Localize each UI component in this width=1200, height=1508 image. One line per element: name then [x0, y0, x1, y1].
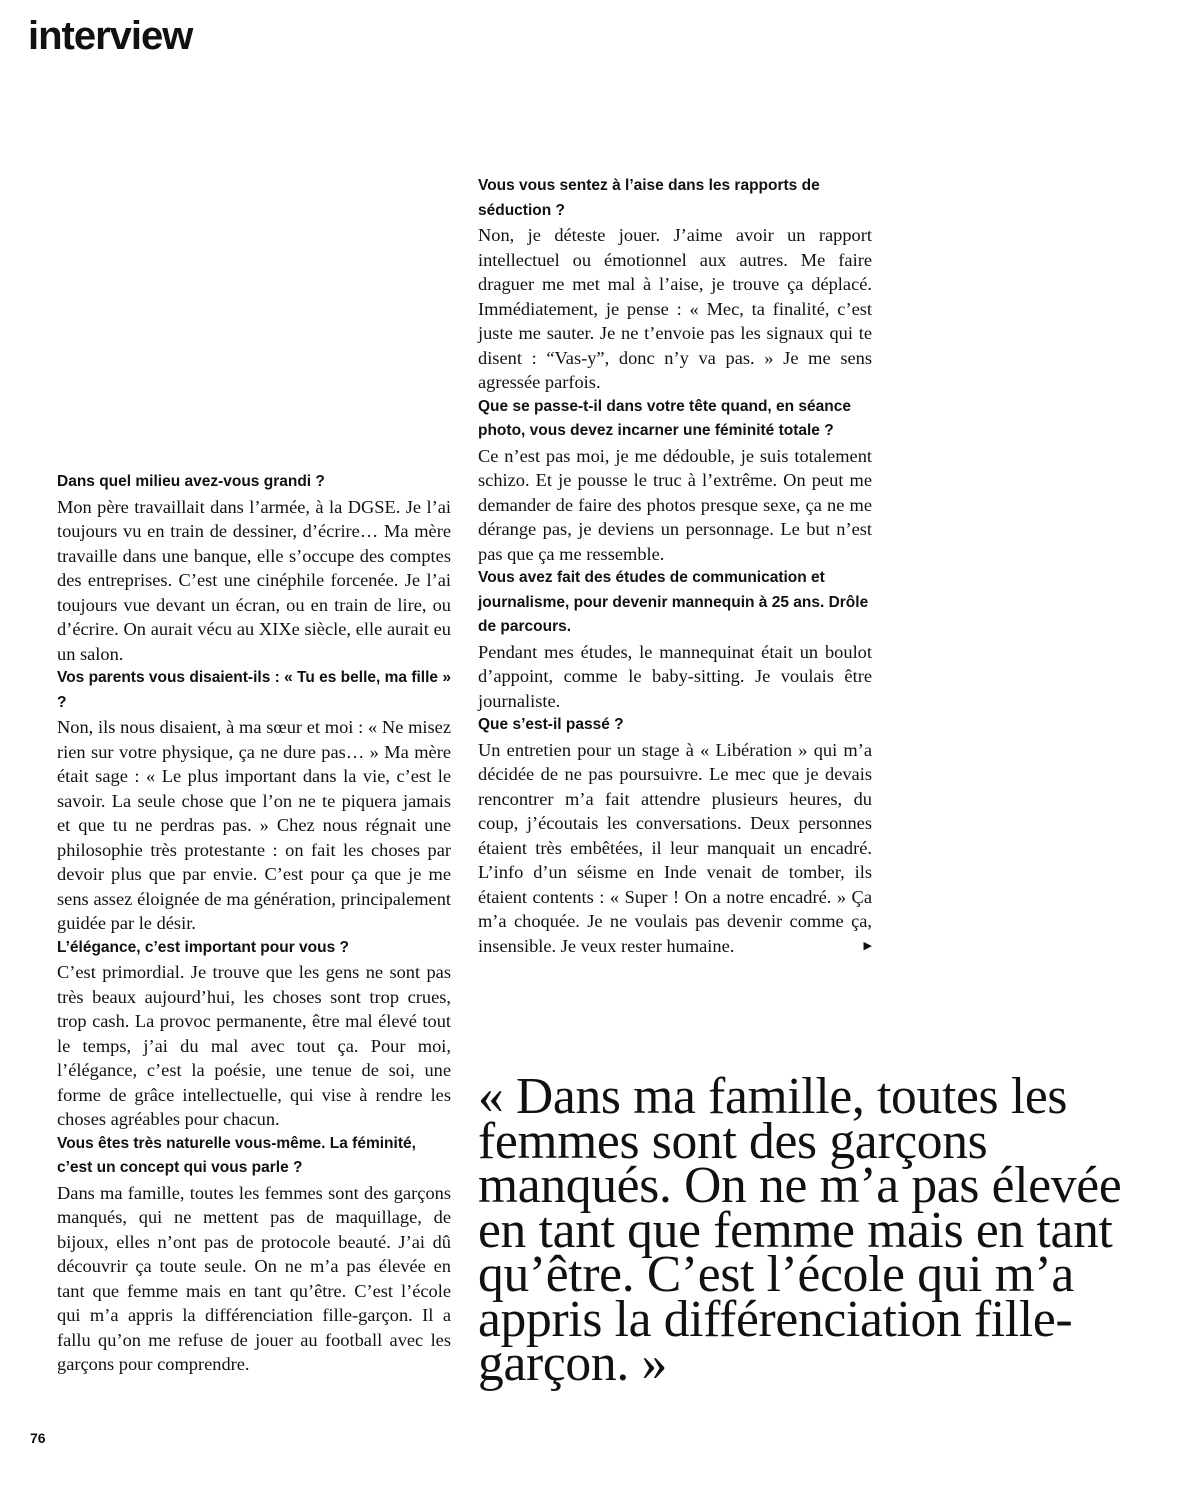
answer-4: Dans ma famille, toutes les femmes sont des garçons manqués, qui ne mettent pas de maquillage, de bijoux, elles n’ont pas de protocole beauté. J’ai dû découvrir ça toute seule. On ne m’a pas élevée en tant que femme mais en tant qu’être. C’est l’école qui m’a appris la différenciation fille-garçon. Il a fallu qu’on me refuse de jouer au football avec les garçons pour comprendre.	[57, 1182, 451, 1374]
answer-7: Pendant mes études, le mannequinat était un boulot d’appoint, comme le baby-sitting. Je voulais être journaliste.	[478, 641, 872, 711]
answer-8-text: Un entretien pour un stage à « Libération » qui m’a décidée de ne pas poursuivre. Le mec que je devais rencontrer m’a fait attendre plusieurs heures, du coup, j’écoutais les conversations. Deux personnes étaient très embêtées, il leur manquait un encadré. L’info d’un séisme en Inde venait de tomber, ils étaient contents : « Super ! On a notre encadré. » Ça m’a choquée. Je ne voulais pas devenir comme ça, insensible. Je veux rester humaine.	[478, 739, 872, 956]
question-1: Dans quel milieu avez-vous grandi ?	[57, 473, 325, 490]
question-3: L’élégance, c’est important pour vous ?	[57, 938, 349, 956]
page-number: 76	[30, 1430, 46, 1446]
question-6: Que se passe-t-il dans votre tête quand, en séance photo, vous devez incarner une féminité totale ?	[478, 397, 851, 439]
answer-8	[478, 738, 872, 959]
question-4: Vous êtes très naturelle vous-même. La féminité, c’est un concept qui vous parle ?	[57, 1134, 416, 1176]
answer-6: Ce n’est pas moi, je me dédouble, je suis totalement schizo. Et je pousse le truc à l’extrême. On peut me demander de faire des photos presque sexe, ça ne me dérange pas, je deviens un personnage. Le but n’est pas que ça me ressemble.	[478, 445, 872, 564]
question-8: Que s’est-il passé ?	[478, 716, 624, 733]
answer-2: Non, ils nous disaient, à ma sœur et moi : « Ne misez rien sur votre physique, ça ne dure pas… » Ma mère était sage : « Le plus important dans la vie, c’est le savoir. La seule chose que l’on ne te piquera jamais et que tu ne perdras pas. » Chez nous régnait une philosophie très protestante : on fait les choses par devoir plus que par envie. C’est pour ça que je me sens assez éloignée de ma génération, principalement guidée par le désir.	[57, 717, 451, 933]
question-2: Vos parents vous disaient-ils : « Tu es belle, ma fille » ?	[57, 669, 451, 711]
question-5: Vous vous sentez à l’aise dans les rapports de séduction ?	[478, 177, 820, 219]
left-column	[57, 470, 451, 1377]
right-column	[478, 174, 872, 958]
question-7: Vous avez fait des études de communication et journalisme, pour devenir mannequin à 25 ans. Drôle de parcours.	[478, 569, 869, 635]
continue-arrow-icon: ▶	[863, 938, 872, 952]
section-title: interview	[28, 14, 193, 58]
answer-1: Mon père travaillait dans l’armée, à la DGSE. Je l’ai toujours vu en train de dessiner, d’écrire… Ma mère travaille dans une banque, elle s’occupe des comptes des entreprises. C’est une cinéphile forcenée. Je l’ai toujours vue devant un écran, ou en train de lire, ou d’écrire. On aurait vécu au XIXe siècle, elle aurait eu un salon.	[57, 496, 451, 664]
answer-3: C’est primordial. Je trouve que les gens ne sont pas très beaux aujourd’hui, les choses sont trop crues, trop cash. La provoc permanente, être mal élevé tout le temps, j’ai du mal avec tout ça. Pour moi, l’élégance, c’est la poésie, une tenue de soi, une forme de grâce intellectuelle, qui vise à rendre les choses agréables pour chacun.	[57, 962, 451, 1129]
pull-quote: « Dans ma famille, toutes les femmes sont des garçons manqués. On ne m’a pas élevée en tant que femme mais en tant qu’être. C’est l’école qui m’a appris la différenciation fille-garçon. »	[478, 1068, 1122, 1392]
answer-5: Non, je déteste jouer. J’aime avoir un rapport intellectuel ou émotionnel aux autres. Me faire draguer me met mal à l’aise, je trouve ça déplacé. Immédiatement, je pense : « Mec, ta finalité, c’est juste me sauter. Je ne t’envoie pas les signaux qui te disent : “Vas-y”, donc n’y va pas. » Je me sens agressée parfois.	[478, 225, 872, 392]
